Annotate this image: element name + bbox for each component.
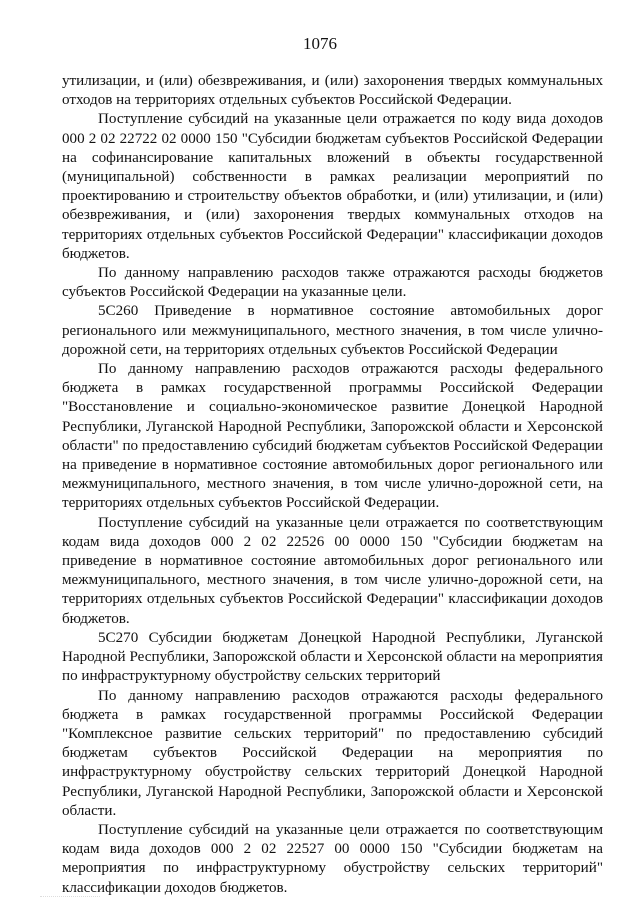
paragraph-regional-expenses: По данному направлению расходов также отражаются расходы бюджетов субъектов Российской Федерации на указанные цели. <box>62 265 603 301</box>
footer-scan-mark <box>40 896 100 900</box>
body-text <box>62 72 603 898</box>
paragraph-5c260-expenses: По данному направлению расходов отражаются расходы федерального бюджета в рамках государственной программы Российской Федерации "Восстановление и социально-экономическое развитие Донецкой Народной Республики, Луганской Народной Республики, Запорожской области и Херсонской области" по предоставлению субсидий бюджетам субъектов Российской Федерации на приведение в нормативное состояние автомобильных дорог регионального или межмуниципального, местного значения, в том числе улично-дорожной сети, на территориях отдельных субъектов Российской Федерации. <box>62 361 603 512</box>
section-heading-5c260: 5С260 Приведение в нормативное состояние автомобильных дорог регионального или межмуниципального, местного значения, в том числе улично-дорожной сети, на территориях отдельных субъектов Российской Федерации <box>62 303 603 358</box>
paragraph-income-code-22722: Поступление субсидий на указанные цели отражается по коду вида доходов 000 2 02 22722 02 0000 150 "Субсидии бюджетам субъектов Российской Федерации на софинансирование капитальных вложений в объекты государственной (муниципальной) собственности в рамках реализации мероприятий по проектированию и строительству объектов обработки, и (или) утилизации, и (или) обезвреживания, и (или) захоронения твердых коммунальных отходов на территориях отдельных субъектов Российской Федерации" классификации доходов бюджетов. <box>62 111 603 262</box>
paragraph-5c270-expenses: По данному направлению расходов отражаются расходы федерального бюджета в рамках государственной программы Российской Федерации "Комплексное развитие сельских территорий" по предоставлению субсидий бюджетам субъектов Российской Федерации на мероприятия по инфраструктурному обустройству сельских территорий Донецкой Народной Республики, Луганской Народной Республики, Запорожской области и Херсонской области. <box>62 687 603 819</box>
page-number: 1076 <box>303 34 337 53</box>
paragraph-income-code-22526: Поступление субсидий на указанные цели отражается по соответствующим кодам вида доходов 000 2 02 22526 00 0000 150 "Субсидии бюджетам на приведение в нормативное состояние автомобильных дорог регионального или межмуниципального, местного значения, в том числе улично-дорожной сети, на территориях отдельных субъектов Российской Федерации" классификации доходов бюджетов. <box>62 514 603 627</box>
paragraph-income-code-22527: Поступление субсидий на указанные цели отражается по соответствующим кодам вида доходов 000 2 02 22527 00 0000 150 "Субсидии бюджетам на мероприятия по инфраструктурному обустройству сельских территорий" классификации доходов бюджетов. <box>62 821 603 896</box>
paragraph-continuation: утилизации, и (или) обезвреживания, и (или) захоронения твердых коммунальных отходов на территориях отдельных субъектов Российской Федерации. <box>62 73 603 109</box>
section-heading-5c270: 5С270 Субсидии бюджетам Донецкой Народной Республики, Луганской Народной Республики, Запорожской области и Херсонской области на мероприятия по инфраструктурному обустройству сельских территорий <box>62 629 603 685</box>
